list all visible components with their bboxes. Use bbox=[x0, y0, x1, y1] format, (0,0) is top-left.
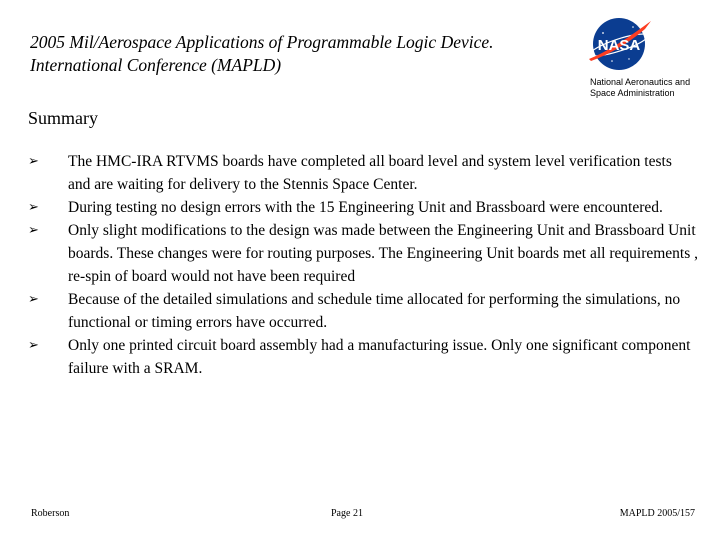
arrow-bullet-icon: ➢ bbox=[28, 223, 39, 238]
bullet-text: Only slight modifications to the design was made between the Engineering Unit and Brassboard Unit boards. These changes were for routing purposes. The Engineering Unit boards met all requirements , re-spin of board would not have been required bbox=[68, 222, 699, 285]
bullet-item bbox=[28, 150, 698, 196]
agency-line-2: Space Administration bbox=[590, 88, 675, 98]
bullet-text: Because of the detailed simulations and schedule time allocated for performing the simulations, no functional or timing errors have occurred. bbox=[68, 291, 681, 331]
title-line-2: International Conference (MAPLD) bbox=[30, 55, 282, 75]
nasa-logo-text: NASA bbox=[597, 37, 641, 54]
title-line-1: 2005 Mil/Aerospace Applications of Programmable Logic Device. bbox=[30, 32, 494, 52]
bullet-text: During testing no design errors with the 15 Engineering Unit and Brassboard were encountered. bbox=[68, 199, 663, 216]
arrow-bullet-icon: ➢ bbox=[28, 154, 39, 169]
bullet-list bbox=[28, 150, 698, 380]
bullet-item bbox=[28, 334, 698, 380]
agency-name bbox=[590, 77, 690, 99]
bullet-text: Only one printed circuit board assembly had a manufacturing issue. Only one significant component failure with a SRAM. bbox=[68, 337, 691, 377]
footer-conference-id: MAPLD 2005/157 bbox=[619, 508, 695, 519]
bullet-text: The HMC-IRA RTVMS boards have completed all board level and system level verification tests and are waiting for delivery to the Stennis Space Center. bbox=[68, 153, 672, 193]
bullet-item bbox=[28, 219, 698, 288]
section-heading: Summary bbox=[28, 108, 98, 128]
footer-page-number: Page 21 bbox=[331, 508, 363, 519]
slide-title bbox=[30, 31, 570, 77]
footer-author: Roberson bbox=[31, 508, 70, 519]
nasa-logo bbox=[585, 15, 653, 73]
bullet-item bbox=[28, 288, 698, 334]
agency-line-1: National Aeronautics and bbox=[590, 77, 691, 87]
arrow-bullet-icon: ➢ bbox=[28, 200, 39, 215]
bullet-item bbox=[28, 196, 698, 219]
arrow-bullet-icon: ➢ bbox=[28, 338, 39, 353]
arrow-bullet-icon: ➢ bbox=[28, 292, 39, 307]
